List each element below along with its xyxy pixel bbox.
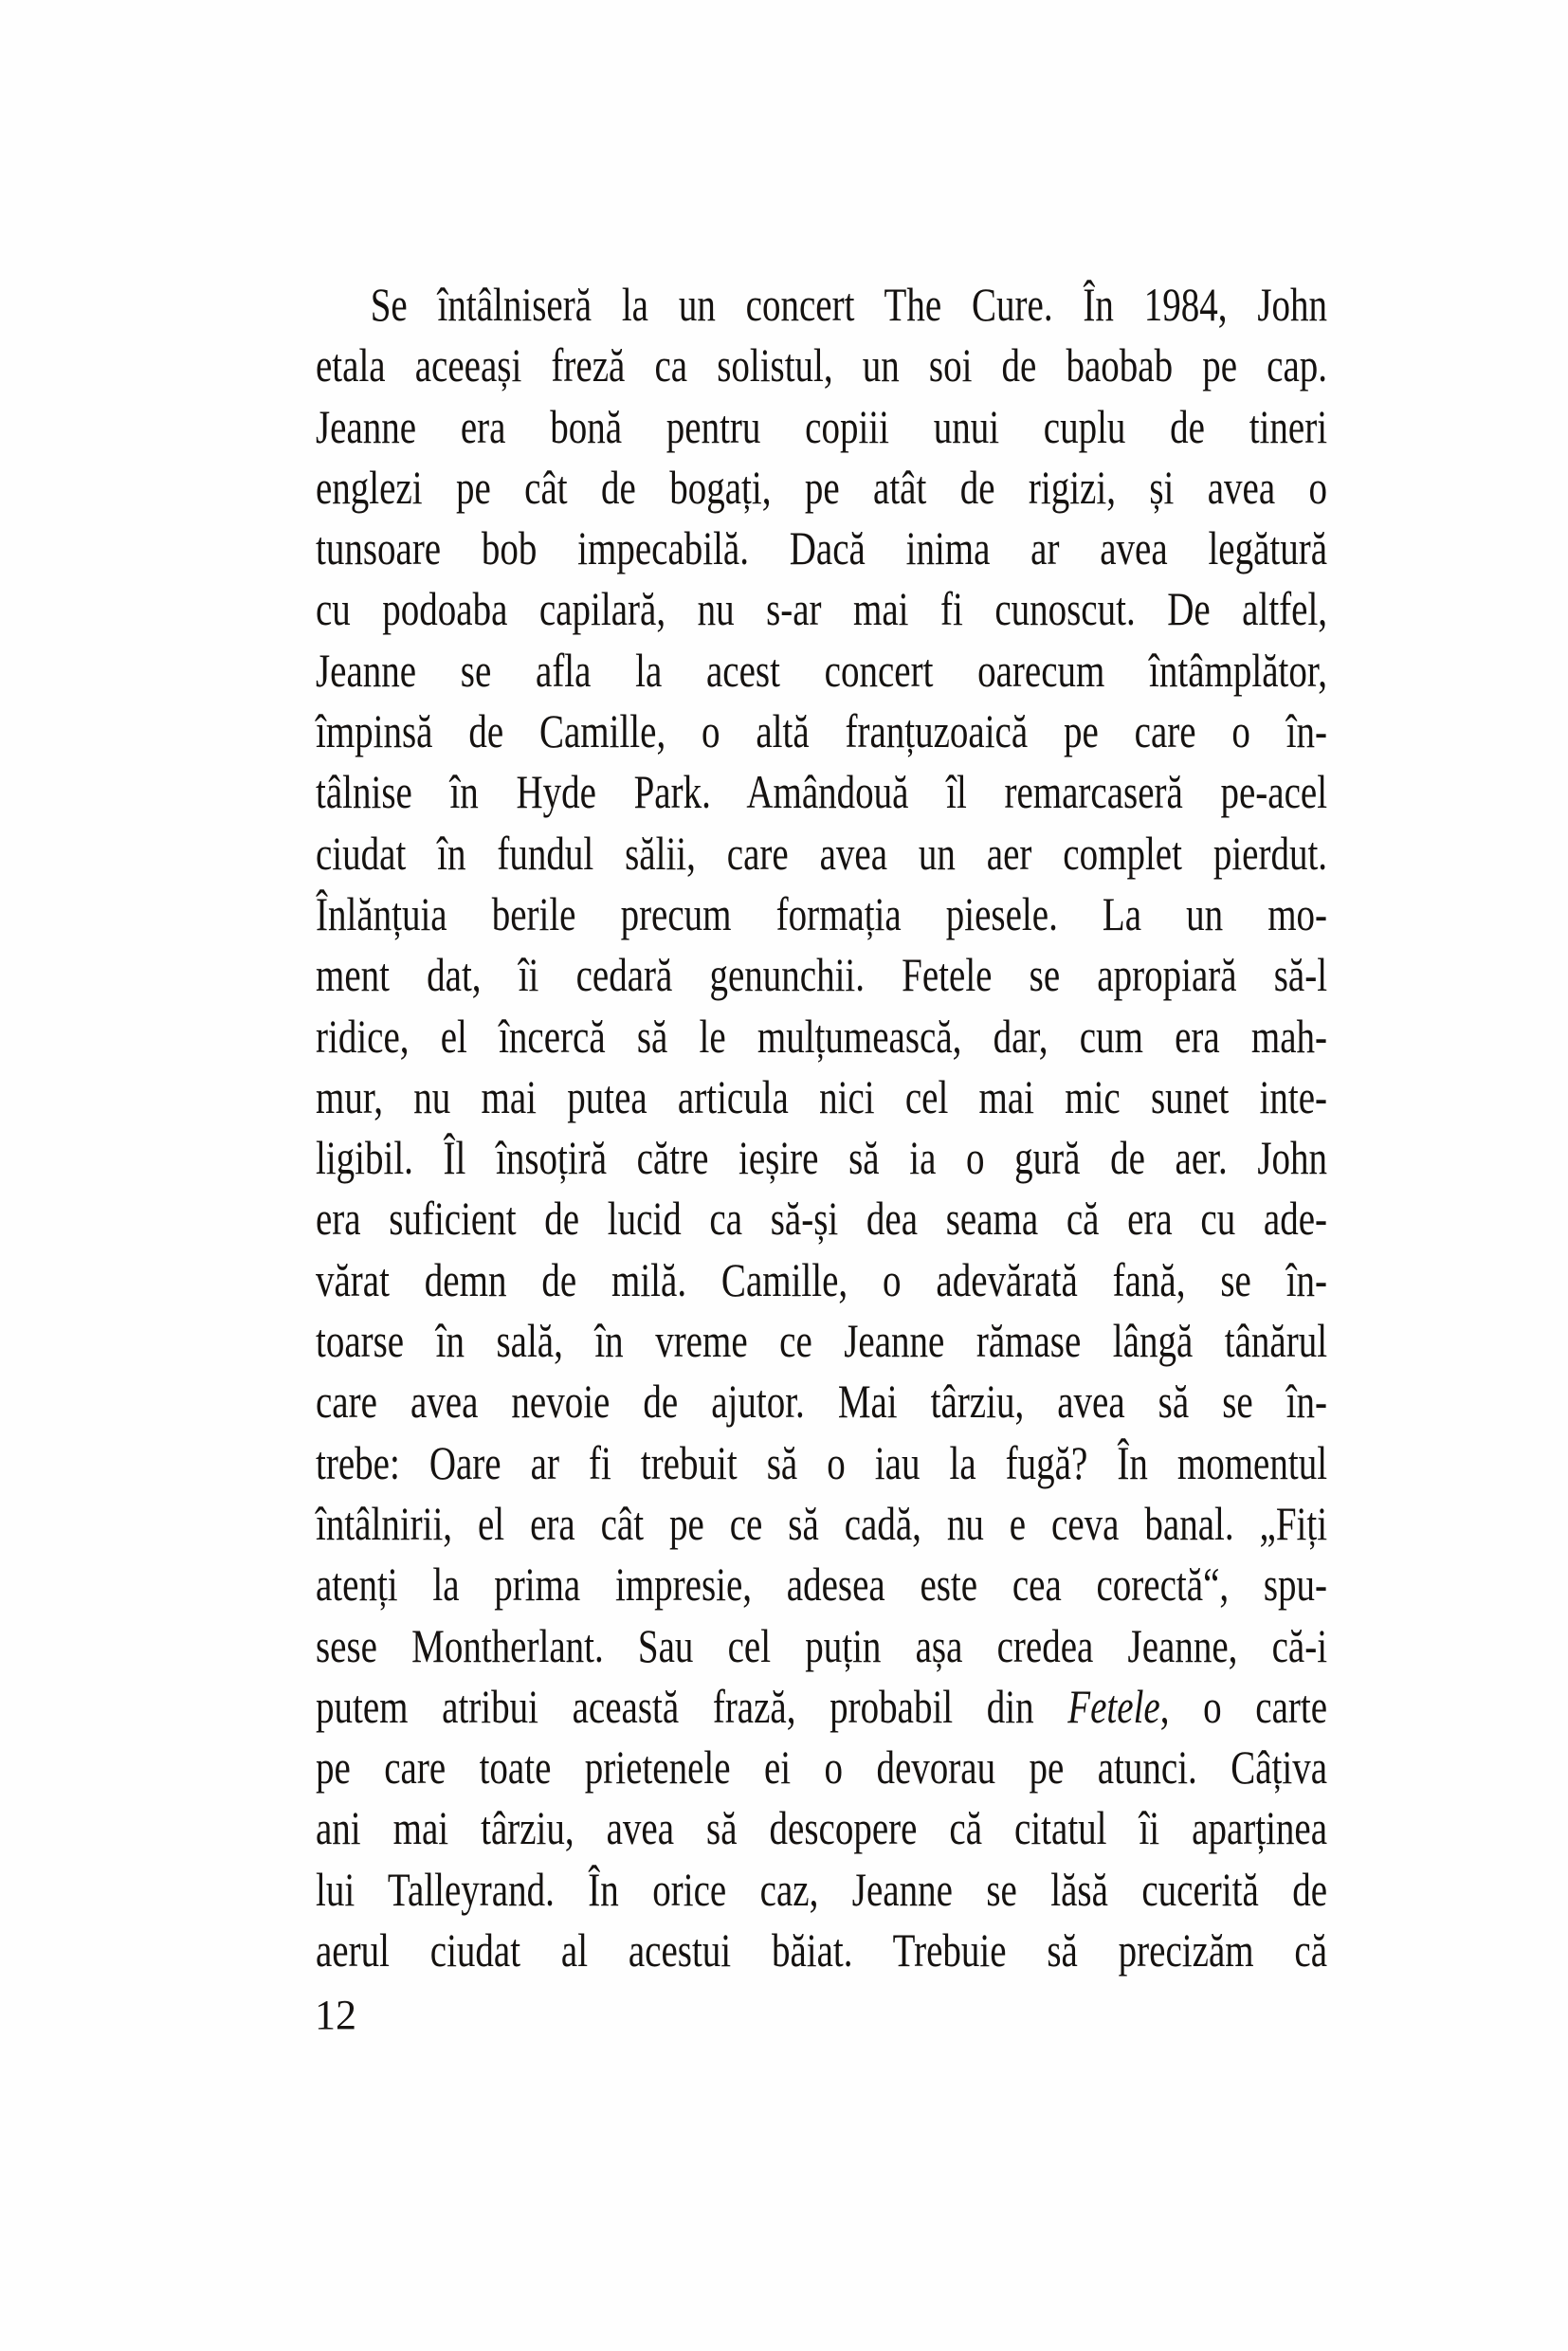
text-run: tâlnise în Hyde Park. Amândouă îl remarcaseră pe-acel bbox=[316, 765, 1328, 819]
text-line bbox=[316, 761, 1327, 822]
text-run: vărat demn de milă. Camille, o adevărată fană, se în- bbox=[316, 1252, 1328, 1306]
text-run: lui Talleyrand. În orice caz, Jeanne se lăsă cucerită de bbox=[316, 1862, 1328, 1916]
text-line bbox=[316, 1006, 1327, 1066]
text-line bbox=[316, 1249, 1327, 1310]
text-line bbox=[316, 396, 1327, 457]
text-line bbox=[316, 944, 1327, 1005]
text-run: Jeanne era bonă pentru copiii unui cuplu de tineri bbox=[316, 399, 1328, 453]
text-run: , o carte bbox=[1159, 1679, 1328, 1733]
text-run: Se întâlniseră la un concert The Cure. În 1984, John bbox=[370, 278, 1328, 331]
text-line bbox=[316, 1127, 1327, 1188]
text-line bbox=[316, 823, 1327, 884]
text-line bbox=[316, 1859, 1327, 1920]
text-line bbox=[316, 1371, 1327, 1431]
text-line bbox=[316, 1615, 1327, 1676]
text-line bbox=[316, 1188, 1327, 1248]
text-line bbox=[316, 1737, 1327, 1797]
text-run: sese Montherlant. Sau cel puțin așa credea Jeanne, că-i bbox=[316, 1618, 1328, 1672]
text-run: tunsoare bob impecabilă. Dacă inima ar avea legătură bbox=[316, 521, 1328, 575]
text-run: împinsă de Camille, o altă franțuzoaică pe care o în- bbox=[316, 704, 1328, 758]
text-line bbox=[316, 578, 1327, 639]
text-run: pe care toate prietenele ei o devorau pe atunci. Câțiva bbox=[316, 1740, 1328, 1795]
page-number: 12 bbox=[315, 1992, 356, 2038]
text-line bbox=[316, 884, 1327, 944]
text-run: ligibil. Îl însoțiră către ieșire să ia o gură de aer. John bbox=[316, 1131, 1328, 1185]
text-line bbox=[316, 701, 1327, 761]
text-run: trebe: Oare ar fi trebuit să o iau la fugă? În momentul bbox=[316, 1435, 1328, 1489]
text-line bbox=[316, 1676, 1327, 1737]
text-line bbox=[316, 1797, 1327, 1858]
text-line bbox=[316, 640, 1327, 701]
text-run: ridice, el încercă să le mulțumească, dar, cum era mah- bbox=[316, 1009, 1328, 1063]
text-line bbox=[316, 1310, 1327, 1371]
text-run: toarse în sală, în vreme ce Jeanne rămase lângă tânărul bbox=[316, 1314, 1328, 1368]
text-line bbox=[316, 1432, 1327, 1493]
text-run: ani mai târziu, avea să descopere că citatul îi aparținea bbox=[316, 1801, 1328, 1855]
text-run: Înlănțuia berile precum formația piesele. La un mo- bbox=[316, 886, 1328, 940]
text-run: Fetele bbox=[1067, 1679, 1160, 1733]
text-line bbox=[316, 518, 1327, 578]
text-line bbox=[316, 1920, 1327, 1980]
text-line bbox=[316, 457, 1327, 518]
text-run: Jeanne se afla la acest concert oarecum întâmplător, bbox=[316, 643, 1328, 697]
text-run: etala aceeași freză ca solistul, un soi de baobab pe cap. bbox=[316, 338, 1328, 392]
text-run: care avea nevoie de ajutor. Mai târziu, avea să se în- bbox=[316, 1375, 1328, 1429]
text-line bbox=[316, 1066, 1327, 1127]
body-paragraph bbox=[316, 274, 1327, 1980]
text-line bbox=[316, 274, 1327, 335]
text-run: mur, nu mai putea articula nici cel mai mic sunet inte- bbox=[316, 1069, 1328, 1123]
text-line bbox=[316, 335, 1327, 395]
text-run: cu podoaba capilară, nu s-ar mai fi cunoscut. De altfel, bbox=[316, 582, 1328, 636]
text-run: ment dat, îi cedară genunchii. Fetele se apropiară să-l bbox=[316, 948, 1328, 1002]
text-line bbox=[316, 1554, 1327, 1614]
text-line bbox=[316, 1493, 1327, 1554]
text-run: englezi pe cât de bogați, pe atât de rigizi, și avea o bbox=[316, 460, 1328, 514]
text-run: putem atribui această frază, probabil din bbox=[316, 1679, 1068, 1733]
text-run: aerul ciudat al acestui băiat. Trebuie să precizăm că bbox=[316, 1923, 1328, 1977]
text-run: era suficient de lucid ca să-și dea seama că era cu ade- bbox=[316, 1192, 1328, 1246]
text-run: atenți la prima impresie, adesea este cea corectă“, spu- bbox=[316, 1558, 1328, 1612]
text-run: ciudat în fundul sălii, care avea un aer complet pierdut. bbox=[316, 826, 1328, 880]
text-run: întâlnirii, el era cât pe ce să cadă, nu e ceva banal. „Fiți bbox=[316, 1496, 1328, 1550]
